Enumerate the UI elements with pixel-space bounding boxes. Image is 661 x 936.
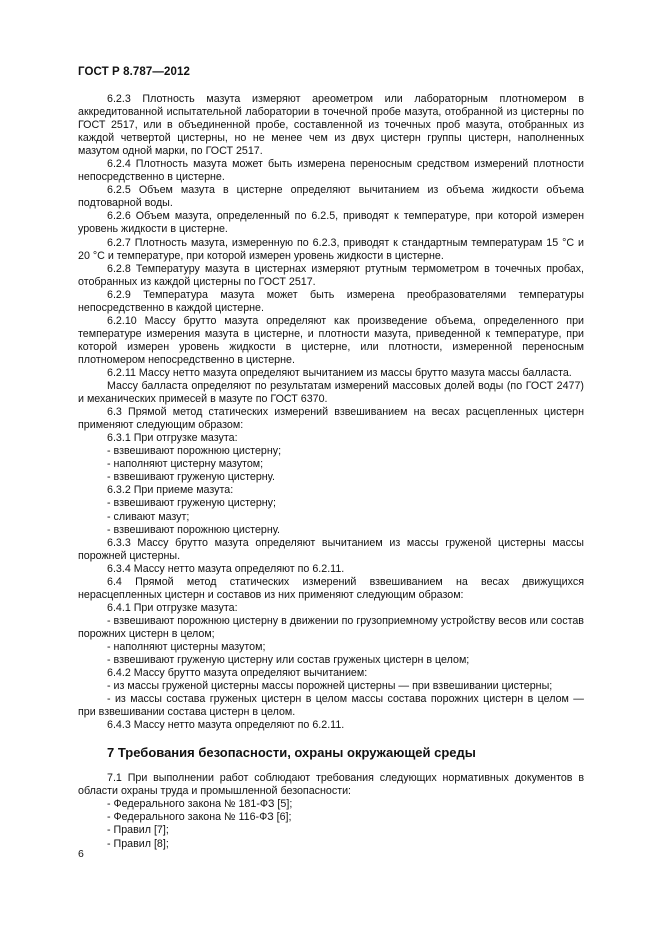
list-item: - взвешивают порожнюю цистерну; [107, 445, 282, 458]
list-item: - взвешивают груженую цистерну или состав груженых цистерн в целом; [107, 654, 470, 667]
list-item: - Правил [7]; [107, 824, 169, 837]
paragraph-6-2-10: 6.2.10 Массу брутто мазута определяют как произведение объема, определенного при температуре измерения мазута в цистерне, и плотности мазута, приведенной к температуре, при которой измерен уровень жидкости в цистерне, или плотности, измеренной переносным плотномером непосредственно в цистерне. [78, 314, 584, 366]
list-item: - из массы груженой цистерны массы порожней цистерны — при взвешивании цистерны; [107, 680, 553, 693]
list-item: - сливают мазут; [107, 510, 190, 523]
paragraph-6-3-2: 6.3.2 При приеме мазута: [107, 484, 234, 497]
paragraph-7-1: 7.1 При выполнении работ соблюдают требования следующих нормативных документов в области охраны труда и промышленной безопасности: [78, 772, 584, 798]
list-item: - из массы состава груженых цистерн в целом массы состава порожних цистерн в целом — при взвешивании состава цистерн в целом. [78, 693, 584, 719]
list-item: - наполняют цистерну мазутом; [107, 458, 264, 471]
list-item: - Федерального закона № 181-ФЗ [5]; [107, 798, 293, 811]
paragraph-6-2-3: 6.2.3 Плотность мазута измеряют ареометром или лабораторным плотномером в аккредитованной испытательной лаборатории в точечной пробе мазута, отобранной из цистерны по ГОСТ 2517, или в объединенной пробе, составленной из точечных проб мазута, отобранных из каждой четвертой цистерны, но не менее чем из двух цистерн группы цистерн, наполненных мазутом одной марки, по ГОСТ 2517. [78, 93, 584, 158]
paragraph-6-2-9: 6.2.9 Температура мазута может быть измерена преобразователями температуры непосредственно в каждой цистерне. [78, 288, 584, 314]
paragraph-6-2-8: 6.2.8 Температуру мазута в цистернах измеряют ртутным термометром в точечных пробах, отобранных из каждой цистерны по ГОСТ 2517. [78, 262, 584, 288]
paragraph-6-4: 6.4 Прямой метод статических измерений взвешиванием на весах движущихся нерасцепленных цистерн и составов из них применяют следующим образом: [78, 575, 584, 601]
paragraph-6-2-6: 6.2.6 Объем мазута, определенный по 6.2.5, приводят к температуре, при которой измерен уровень жидкости в цистерне. [78, 210, 584, 236]
paragraph-6-3: 6.3 Прямой метод статических измерений взвешиванием на весах расцепленных цистерн применяют следующим образом: [78, 406, 584, 432]
paragraph-6-2-7: 6.2.7 Плотность мазута, измеренную по 6.2.3, приводят к стандартным температурам 15 °С и 20 °С и температуре, при которой измерен уровень жидкости в цистерне. [78, 236, 584, 262]
list-item: - взвешивают груженую цистерну; [107, 497, 277, 510]
document-header: ГОСТ Р 8.787—2012 [78, 66, 190, 78]
paragraph-6-2-4: 6.2.4 Плотность мазута может быть измерена переносным средством измерений плотности непосредственно в цистерне. [78, 158, 584, 184]
page-number: 6 [78, 848, 84, 860]
document-body [78, 93, 584, 851]
paragraph-6-3-1: 6.3.1 При отгрузке мазута: [107, 432, 238, 445]
list-item: - наполняют цистерны мазутом; [107, 640, 266, 653]
section-heading: 7 Требования безопасности, охраны окружающей среды [107, 745, 476, 761]
paragraph-ballast: Массу балласта определяют по результатам измерений массовых долей воды (по ГОСТ 2477) и механических примесей в мазуте по ГОСТ 6370. [78, 380, 584, 406]
paragraph-6-3-4: 6.3.4 Массу нетто мазута определяют по 6.2.11. [107, 562, 345, 575]
paragraph-6-3-3: 6.3.3 Массу брутто мазута определяют вычитанием из массы груженой цистерны массы порожней цистерны. [78, 536, 584, 562]
list-item: - взвешивают груженую цистерну. [107, 471, 275, 484]
paragraph-6-4-2: 6.4.2 Массу брутто мазута определяют вычитанием: [107, 667, 368, 680]
list-item: - Правил [8]; [107, 837, 169, 850]
paragraph-6-4-1: 6.4.1 При отгрузке мазута: [107, 601, 238, 614]
list-item: - взвешивают порожнюю цистерну в движении по грузоприемному устройству весов или состав порожних цистерн в целом; [78, 614, 584, 640]
list-item: - взвешивают порожнюю цистерну. [107, 523, 280, 536]
list-item: - Федерального закона № 116-ФЗ [6]; [107, 811, 292, 824]
paragraph-6-4-3: 6.4.3 Массу нетто мазута определяют по 6.2.11. [107, 719, 345, 732]
paragraph-6-2-11: 6.2.11 Массу нетто мазута определяют вычитанием из массы брутто мазута массы балласта. [107, 366, 572, 379]
paragraph-6-2-5: 6.2.5 Объем мазута в цистерне определяют вычитанием из объема жидкости объема подтоварной воды. [78, 184, 584, 210]
